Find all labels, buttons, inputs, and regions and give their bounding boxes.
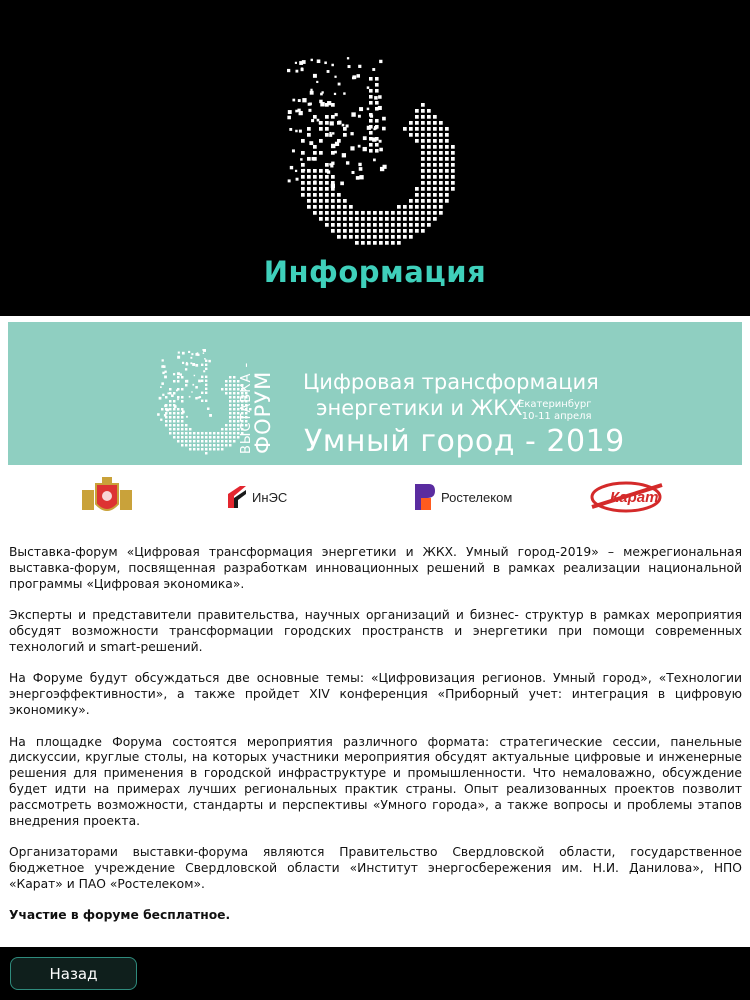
rostelecom-logo (413, 470, 512, 524)
article-paragraph-6: Участие в форуме бесплатное. (9, 908, 231, 923)
article-paragraph-2: Эксперты и представители правительства, научных организаций и бизнес- структур в рамках мероприятия обсудят возможности трансформации городских пространств и энергетики при помощи современных технологий и smart-решений. (9, 608, 742, 654)
info-content (0, 316, 750, 947)
banner-city-dates (518, 399, 592, 422)
banner-vertical-line-1: ВЫСТАВКА - (239, 361, 254, 454)
rostelecom-label: Ростелеком (441, 489, 513, 505)
article-paragraph-5: Организаторами выставки-форума являются Правительство Свердловской области, государственное бюджетное учреждение Свердловской области «Институт энергосбережения им. Н.И. Данилова», НПО «Карат» и ПАО «Ростелеком». (9, 845, 742, 891)
page-title: Информация (263, 255, 487, 289)
banner-dates: 10-11 апреля (521, 410, 592, 422)
banner-title-line-3: Умный город - 2019 (304, 424, 625, 459)
rostelecom-mark-icon (413, 482, 437, 512)
banner-vertical-label (240, 362, 274, 454)
banner-title-line-1: Цифровая трансформация (303, 370, 599, 394)
ines-mark-icon (226, 484, 248, 510)
article-paragraph-1: Выставка-форум «Цифровая трансформация энергетики и ЖКХ. Умный город-2019» – межрегиональная выставка-форум, посвященная разработкам инновационных решений в рамках реализации национальной программы «Цифровая экономика». (9, 545, 742, 591)
banner-city: Екатеринбург (518, 399, 592, 410)
forum-banner (8, 322, 742, 465)
article-paragraph-3: На Форуме будут обсуждаться две основные темы: «Цифровизация регионов. Умный город», «Технологии энергоэффективности», а также пройдет XIV конференция «Приборный учет: интеграция в цифровую экономику». (9, 671, 742, 717)
banner-dotted-logo-icon (120, 330, 255, 460)
karat-label: Карат (610, 489, 659, 506)
ines-label: ИнЭС (252, 489, 288, 505)
sverdlovsk-emblem-logo (80, 470, 134, 524)
article-paragraph-4: На площадке Форума состоятся мероприятия различного формата: стратегические сессии, панельные дискуссии, круглые столы, на которых участники мероприятия обсудят актуальные цифровые и инженерные решения для применения в городской инфраструктуре и промышленности. Что немаловажно, обсуждение будет идти на примерах лучших региональных практик страны. Опыт реализованных проектов позволит рассмотреть возможности, стандарты и перспективы «Умного города», а также вопросы и проблемы этапов внедрения проекта. (9, 734, 742, 828)
hero-header (0, 0, 750, 315)
dotted-power-logo-icon (200, 0, 500, 250)
banner-vertical-line-2: ФОРУМ (251, 370, 275, 454)
banner-title-line-2: энергетики и ЖКХ (316, 396, 523, 420)
coat-of-arms-icon (80, 476, 134, 518)
partner-logos (8, 470, 742, 524)
karat-mark-icon (588, 477, 668, 517)
karat-logo (588, 470, 668, 524)
ines-logo (226, 470, 287, 524)
article-text (9, 545, 742, 940)
back-button[interactable]: Назад (10, 957, 137, 990)
